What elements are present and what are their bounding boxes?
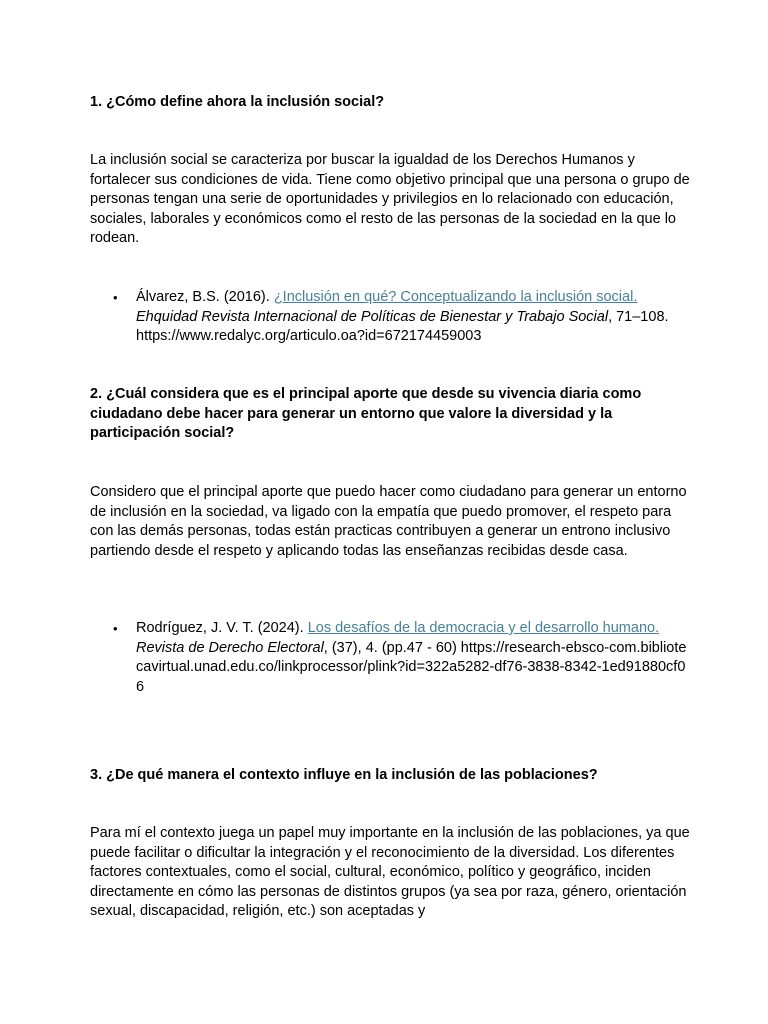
reference-2-journal: Revista de Derecho Electoral [136, 639, 324, 656]
question-2-heading: 2. ¿Cuál considera que es el principal aporte que desde su vivencia diaria como ciudadano debe hacer para generar un entorno que valore la diversidad y la participación social? [90, 386, 642, 441]
question-1-heading: 1. ¿Cómo define ahora la inclusión social? [90, 94, 385, 110]
reference-2-details: , (37), 4. (pp.47 - 60) https://research-ebsco-com.bibliotecavirtual.unad.edu.co/linkprocessor/plink?id=322a5282-df76-3838-8342-1ed91880cf06 [136, 639, 687, 695]
answer-3-paragraph: Para mí el contexto juega un papel muy importante en la inclusión de las poblaciones, ya que puede facilitar o dificultar la integración y el reconocimiento de la diversidad. Los diferentes factores contextuales, como el social, cultural, económico, político y geográfico, inciden directamente en cómo las personas de distintos grupos (ya sea por raza, género, orientación sexual, discapacidad, religión, etc.) son aceptadas y [90, 825, 690, 919]
reference-1-details: , 71–108. https://www.redalyc.org/articulo.oa?id=672174459003 [136, 308, 669, 344]
bullet-icon: • [113, 290, 118, 305]
reference-2-author: Rodríguez, J. V. T. (2024). [136, 620, 308, 636]
answer-2-paragraph: Considero que el principal aporte que puedo hacer como ciudadano para generar un entorno de inclusión en la sociedad, va ligado con la empatía que puedo promover, el respeto para con las demás personas, todas están practicas contribuyen a generar un entrono inclusivo partiendo desde el respeto y aplicando todas las enseñanzas recibidas desde casa. [90, 484, 687, 559]
reference-2-title-link[interactable]: Los desafíos de la democracia y el desarrollo humano. [307, 620, 660, 636]
question-3-heading: 3. ¿De qué manera el contexto influye en la inclusión de las poblaciones? [90, 767, 598, 783]
reference-1-journal: Ehquidad Revista Internacional de Políticas de Bienestar y Trabajo Social [136, 308, 609, 325]
reference-1-list-item [113, 288, 688, 347]
bullet-icon: • [113, 621, 118, 636]
reference-2-list-item [113, 619, 688, 697]
answer-1-paragraph: La inclusión social se caracteriza por buscar la igualdad de los Derechos Humanos y fortalecer sus condiciones de vida. Tiene como objetivo principal que una persona o grupo de personas tengan una serie de oportunidades y privilegios en lo relacionado con educación, sociales, laborales y económicos como el resto de las personas de la sociedad en la que lo rodean. [90, 152, 690, 246]
reference-1-title-link[interactable]: ¿Inclusión en qué? Conceptualizando la inclusión social. [273, 289, 638, 305]
reference-1-author: Álvarez, B.S. (2016). [136, 289, 274, 305]
